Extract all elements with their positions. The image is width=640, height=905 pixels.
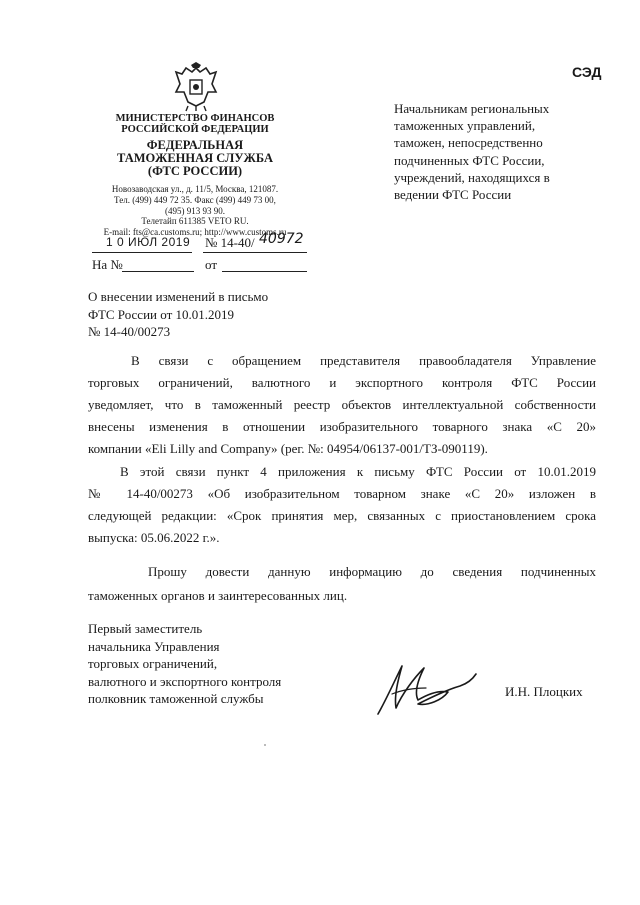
signatory-line: полковник таможенной службы xyxy=(88,691,264,706)
handwritten-signature-icon xyxy=(372,650,484,720)
recipient-line: подчиненных ФТС России, xyxy=(394,152,545,168)
body-line: № 14-40/00273 «Об изобразительном товарном знаке «С 20» изложен в xyxy=(88,486,596,501)
body-line: В этой связи пункт 4 приложения к письму ФТС России от 10.01.2019 xyxy=(120,464,596,479)
contact-line: Новозаводская ул., д. 11/5, Москва, 121087. xyxy=(111,184,279,194)
ref-date-label: от xyxy=(205,257,218,272)
recipient-line: Начальникам региональных xyxy=(394,101,550,116)
signatory-line: Первый заместитель xyxy=(88,621,203,636)
body-line: таможенных органов и заинтересованных лиц. xyxy=(88,588,348,603)
contact-line: (495) 913 93 90. xyxy=(165,205,225,216)
agency-header xyxy=(95,139,295,178)
recipient-line: таможен, непосредственно xyxy=(394,135,543,151)
ref-date-blank xyxy=(222,258,307,272)
subject-line: ФТС России от 10.01.2019 xyxy=(88,306,235,322)
ref-number-label: На № xyxy=(92,257,123,272)
ministry-line: РОССИЙСКОЙ ФЕДЕРАЦИИ xyxy=(121,124,269,136)
body-line: компании «Eli Lilly and Company» (рег. №: 04954/06137-001/ТЗ-090119). xyxy=(88,441,488,456)
body-line: уведомляет, что в таможенный реестр объектов интеллектуальной собственности xyxy=(88,397,596,412)
reg-number-handwritten: 40972 xyxy=(259,231,304,247)
agency-line: ТАМОЖЕННАЯ СЛУЖБА xyxy=(117,151,273,166)
subject-line: О внесении изменений в письмо xyxy=(88,289,269,304)
reg-date-field xyxy=(92,234,192,253)
body-line: В связи с обращением представителя правообладателя Управление xyxy=(131,353,596,368)
agency-line: ФЕДЕРАЛЬНАЯ xyxy=(146,138,244,152)
reg-number-field xyxy=(203,231,307,253)
body-paragraph-1 xyxy=(88,350,596,460)
recipient-line: ведении ФТС России xyxy=(394,187,512,203)
body-line: внесены изменения в отношении изобразительного товарного знака «С 20» xyxy=(88,419,596,434)
body-line: торговых ограничений, валютного и экспортного контроля ФТС России xyxy=(88,375,596,390)
body-line: выпуска: 05.06.2022 г.». xyxy=(88,530,220,545)
reg-date-stamp: 1 0 ИЮЛ 2019 xyxy=(106,235,191,249)
signatory-line: начальника Управления xyxy=(88,638,220,654)
recipient-block xyxy=(394,100,594,203)
contact-line: Тел. (499) 449 72 35. Факс (499) 449 73 00, xyxy=(114,194,276,205)
recipient-line: таможенных управлений, xyxy=(394,118,536,134)
letter-subject xyxy=(88,288,328,341)
coat-of-arms-icon xyxy=(174,62,218,112)
recipient-line: учреждений, находящихся в xyxy=(394,169,550,185)
sed-stamp-code: СЭД xyxy=(572,64,602,80)
ministry-line: МИНИСТЕРСТВО ФИНАНСОВ xyxy=(115,113,275,124)
body-paragraph-3 xyxy=(88,560,596,608)
body-line: следующей редакции: «Срок принятия мер, связанных с приостановлением срока xyxy=(88,508,596,523)
subject-line: № 14-40/00273 xyxy=(88,324,171,339)
contact-line: Телетайп 611385 VETO RU. xyxy=(141,216,249,227)
signatory-line: торговых ограничений, xyxy=(88,656,218,671)
body-paragraph-2 xyxy=(88,461,596,549)
reg-number-prefix: № 14-40/ xyxy=(205,235,255,250)
signatory-block xyxy=(88,620,348,708)
ministry-header xyxy=(95,113,295,135)
body-line: Прошу довести данную информацию до сведения подчиненных xyxy=(148,564,596,579)
scan-artifact xyxy=(264,744,266,746)
signatory-line: валютного и экспортного контроля xyxy=(88,673,282,689)
agency-contacts xyxy=(80,184,310,238)
agency-line: (ФТС РОССИИ) xyxy=(147,164,243,179)
signer-name: И.Н. Плоцких xyxy=(505,684,583,699)
contact-line: E-mail: fts@ca.customs.ru; http://www.customs.ru xyxy=(103,227,287,238)
ref-number-blank xyxy=(122,258,194,272)
